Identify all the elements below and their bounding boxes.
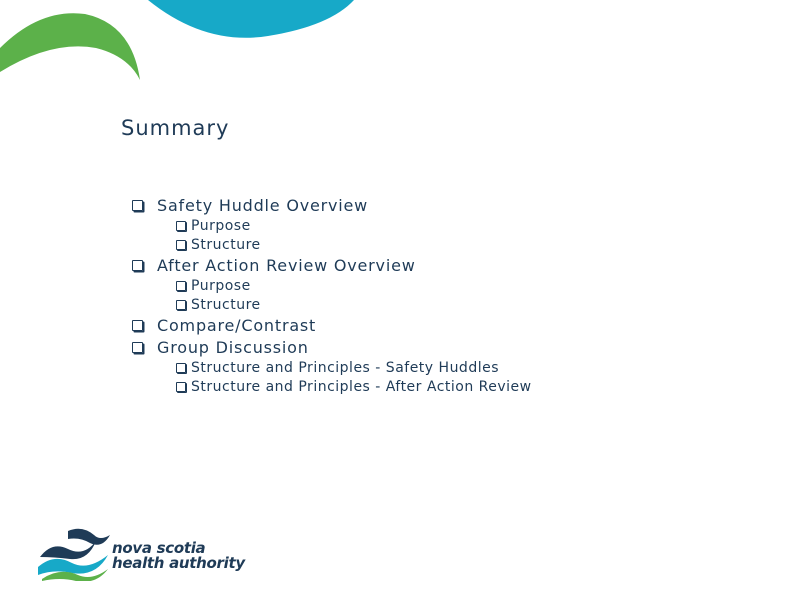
- agenda-sublist: [132, 276, 532, 314]
- checkbox-bullet-icon: [176, 240, 186, 250]
- agenda-item: [132, 336, 532, 396]
- checkbox-bullet-icon: [176, 221, 186, 231]
- agenda-item-label: Safety Huddle Overview: [157, 195, 369, 215]
- logo-line-1: nova scotia: [112, 539, 206, 557]
- logo-wordmark: [112, 541, 245, 571]
- agenda-subitem-label: Structure and Principles - After Action Review: [191, 378, 532, 395]
- logo-line-2: health authority: [112, 554, 245, 572]
- agenda-subitem-label: Purpose: [191, 277, 251, 294]
- checkbox-bullet-icon: [176, 382, 186, 392]
- green-swoosh-shape: [0, 13, 140, 80]
- checkbox-bullet-icon: [176, 300, 186, 310]
- agenda-subitem: [176, 377, 532, 396]
- agenda-item-label: After Action Review Overview: [157, 255, 416, 275]
- agenda-subitem: [176, 216, 532, 235]
- agenda-subitem: [176, 358, 532, 377]
- agenda-subitem-label: Structure: [191, 236, 261, 253]
- checkbox-bullet-icon: [132, 342, 143, 353]
- agenda-list: [132, 194, 532, 396]
- checkbox-bullet-icon: [176, 281, 186, 291]
- agenda-sublist: [132, 358, 532, 396]
- decorative-swoosh-graphic: [0, 0, 794, 120]
- agenda-item-label: Group Discussion: [157, 337, 309, 357]
- checkbox-bullet-icon: [176, 363, 186, 373]
- wave-logo-icon: [38, 527, 110, 581]
- agenda-item: [132, 314, 532, 336]
- agenda-item-label: Compare/Contrast: [157, 315, 317, 335]
- agenda-subitem: [176, 276, 532, 295]
- checkbox-bullet-icon: [132, 200, 143, 211]
- nova-scotia-health-logo: [38, 527, 245, 583]
- agenda-item: [132, 194, 532, 254]
- checkbox-bullet-icon: [132, 260, 143, 271]
- agenda-subitem: [176, 235, 532, 254]
- checkbox-bullet-icon: [132, 320, 143, 331]
- agenda-sublist: [132, 216, 532, 254]
- agenda-item: [132, 254, 532, 314]
- page-title: Summary: [121, 116, 230, 140]
- agenda-subitem: [176, 295, 532, 314]
- teal-arc-shape: [148, 0, 354, 38]
- agenda-subitem-label: Structure and Principles - Safety Huddles: [191, 359, 500, 376]
- agenda-subitem-label: Purpose: [191, 217, 251, 234]
- agenda-subitem-label: Structure: [191, 296, 261, 313]
